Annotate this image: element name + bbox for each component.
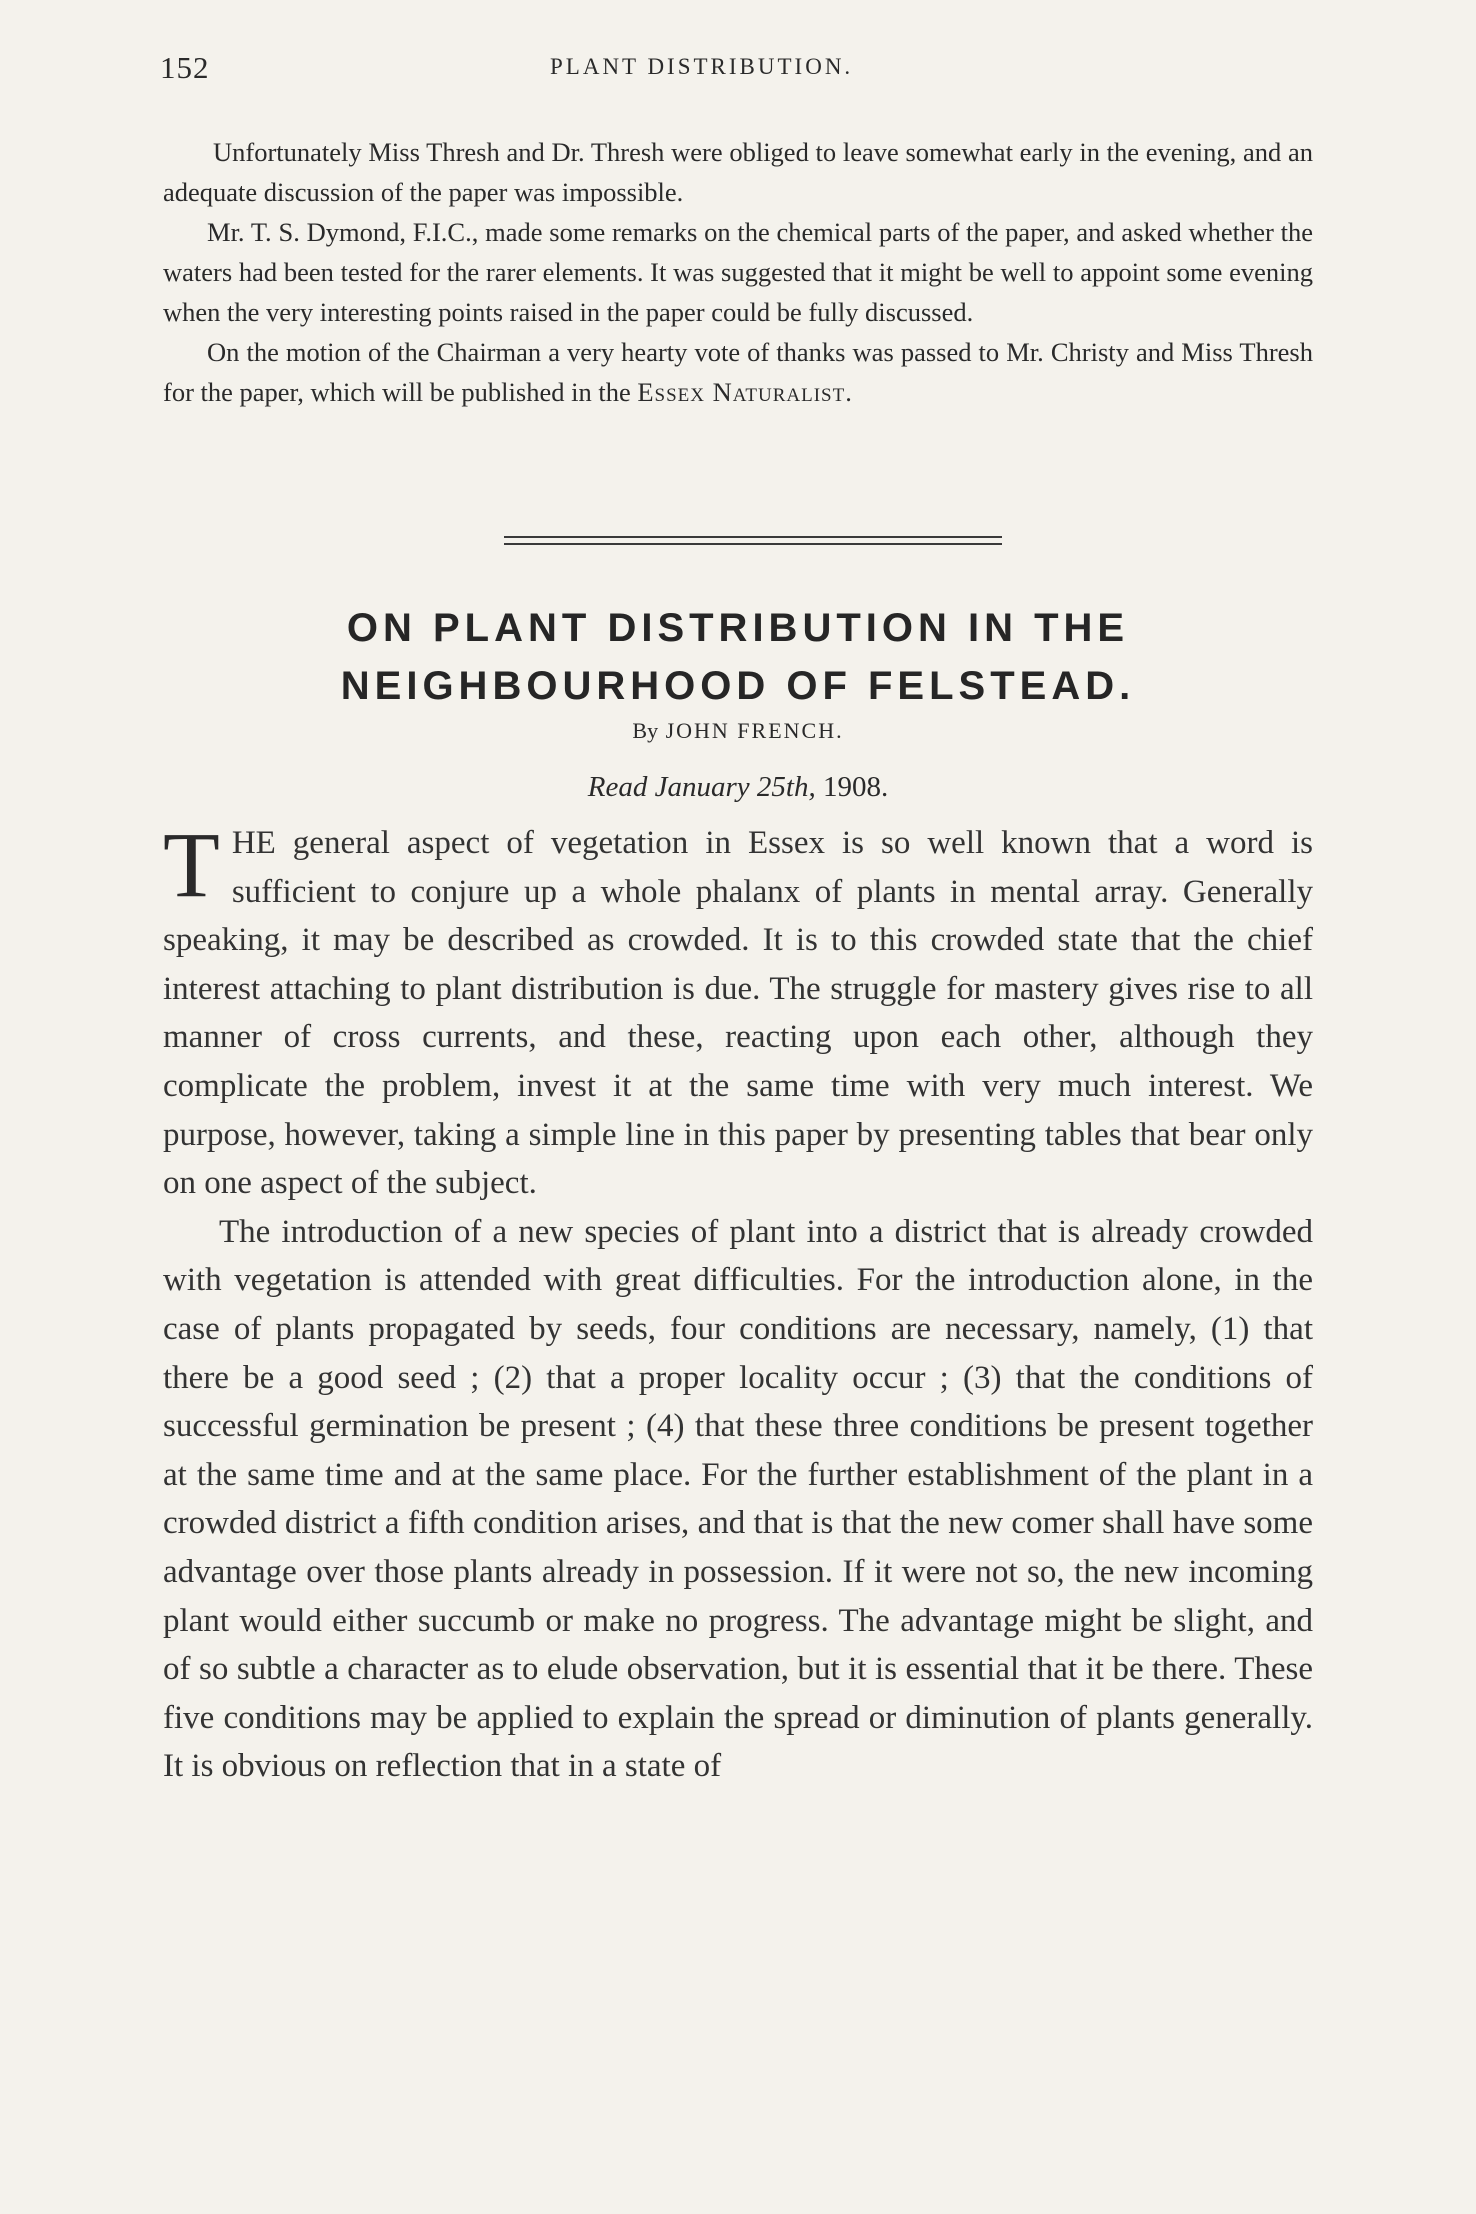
running-header	[160, 50, 1310, 90]
title-line: NEIGHBOURHOOD OF FELSTEAD.	[340, 664, 1136, 708]
paragraph-text: HE general aspect of vegetation in Essex is so well known that a word is sufficient to conjure up a whole phalanx of plants in mental array. Generally speaking, it may be described as crowded. It is to this crowded state that the chief interest attaching to plant distribution is due. The struggle for mastery gives rise to all manner of cross currents, and these, reacting upon each other, although they complicate the problem, invest it at the same time with very much interest. We purpose, however, taking a simple line in this paper by presenting tables that bear only on one aspect of the subject.	[163, 825, 1313, 1202]
read-date-year: 1908.	[822, 771, 889, 803]
meeting-minutes	[163, 132, 1313, 412]
byline	[163, 718, 1313, 744]
title-line: ON PLANT DISTRIBUTION IN THE	[346, 606, 1130, 650]
article-title	[163, 599, 1313, 715]
minutes-paragraph	[163, 332, 1313, 412]
body-paragraph: The introduction of a new species of plant into a district that is already crowded with vegetation is attended with great difficulties. For the introduction alone, in the case of plants propagated by seeds, four conditions are necessary, namely, (1) that there be a good seed ; (2) that a proper locality occur ; (3) that the conditions of successful germination be present ; (4) that these three conditions be present together at the same time and at the same place. For the further establishment of the plant in a crowded district a fifth condition arises, and that is that the new comer shall have some advantage over those plants already in possession. If it were not so, the new incoming plant would either succumb or make no progress. The advantage might be slight, and of so subtle a character as to elude observation, but it is essential that it be there. These five conditions may be applied to explain the spread or diminution of plants generally. It is obvious on reflection that in a state of	[163, 1213, 1313, 1785]
minutes-paragraph: Unfortunately Miss Thresh and Dr. Thresh were obliged to leave somewhat early in the evening, and an adequate discussion of the paper was impossible.	[163, 137, 1313, 207]
drop-cap: T	[163, 814, 220, 917]
read-date-label: Read January 25th,	[587, 771, 816, 803]
section-divider	[504, 536, 1002, 547]
author-name: JOHN FRENCH.	[665, 718, 844, 743]
minutes-text: On the motion of the Chairman a very hearty vote of thanks was passed to Mr. Christy and Miss Thresh for the paper, which will be published in the	[163, 337, 1313, 407]
page-number: 152	[160, 50, 210, 85]
byline-prefix: By	[632, 718, 659, 743]
minutes-paragraph: Mr. T. S. Dymond, F.I.C., made some remarks on the chemical parts of the paper, and asked whether the waters had been tested for the rarer elements. It was suggested that it might be well to appoint some evening when the very interesting points raised in the paper could be fully discussed.	[163, 217, 1313, 327]
read-date	[163, 771, 1313, 804]
article-body	[163, 814, 1313, 1791]
journal-name: Essex Naturalist.	[637, 377, 853, 407]
body-paragraph	[163, 814, 1313, 1208]
running-title: PLANT DISTRIBUTION.	[550, 54, 854, 79]
